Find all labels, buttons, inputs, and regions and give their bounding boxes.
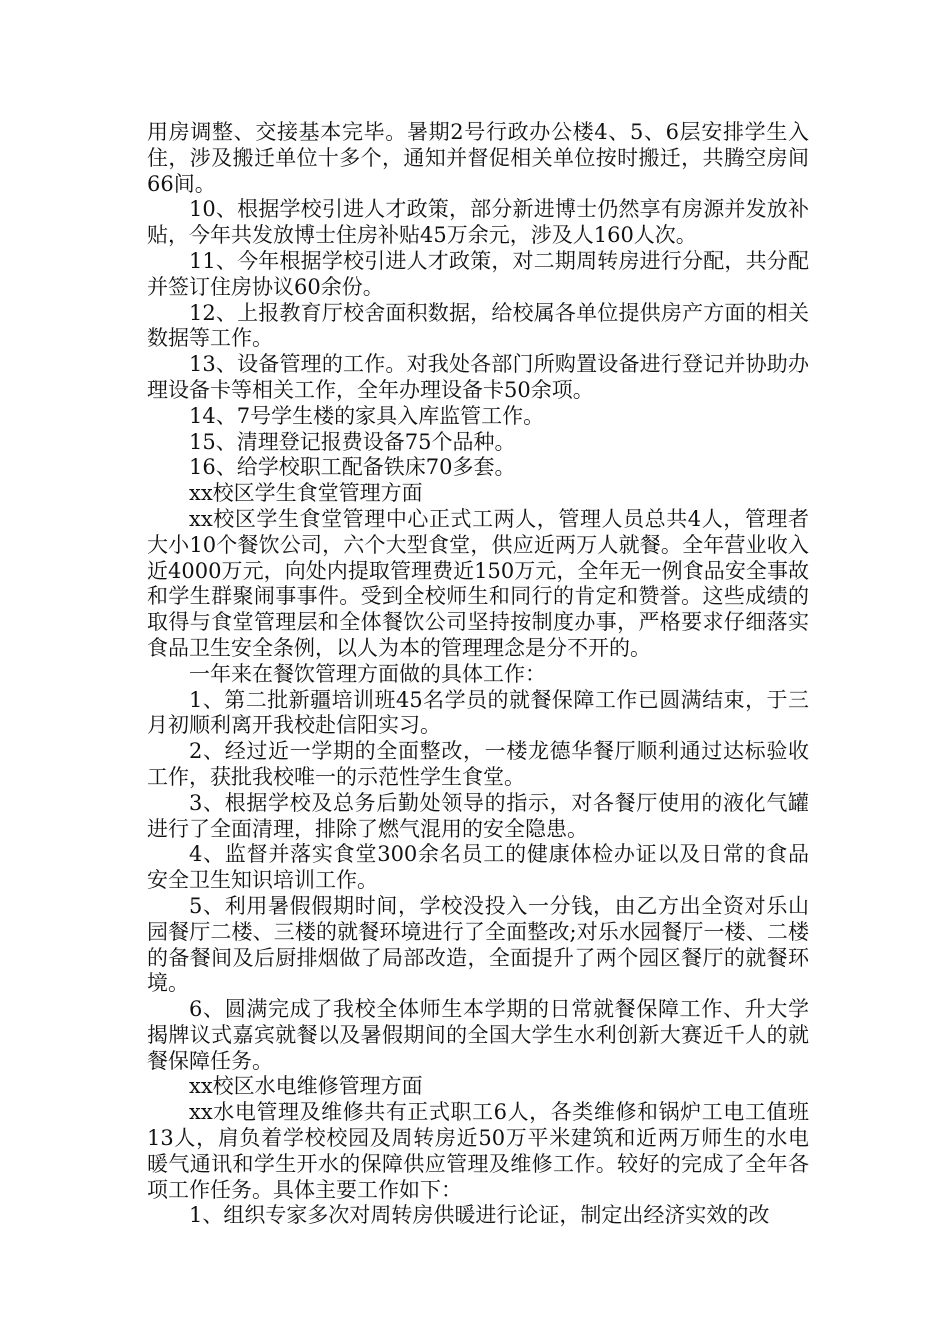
document-body <box>147 120 809 1229</box>
paragraph-canteen-item-5: 5、利用暑假假期时间，学校没投入一分钱，由乙方出全资对乐山园餐厅二楼、三楼的就餐环境进行了全面整改;对乐水园餐厅一楼、二楼的备餐间及后厨排烟做了局部改造，全面提升了两个园区餐厅的就餐环境。 <box>147 893 809 996</box>
section-heading-canteen: xx校区学生食堂管理方面 <box>189 481 423 506</box>
paragraph-utilities-overview: xx水电管理及维修共有正式职工6人，各类维修和锅炉工电工值班13人，肩负着学校校园及周转房近50万平米建筑和近两万师生的水电暖气通讯和学生开水的保障供应管理及维修工作。较好的完成了全年各项工作任务。具体主要工作如下： <box>147 1100 809 1202</box>
paragraph-item-16: 16、给学校职工配备铁床70多套。 <box>189 455 516 480</box>
paragraph-canteen-item-6: 6、圆满完成了我校全体师生本学期的日常就餐保障工作、升大学揭牌议式嘉宾就餐以及暑假期间的全国大学生水利创新大赛近千人的就餐保障任务。 <box>147 997 809 1073</box>
paragraph-item-13: 13、设备管理的工作。对我处各部门所购置设备进行登记并协助办理设备卡等相关工作，全年办理设备卡50余项。 <box>147 352 809 402</box>
paragraph-continuation: 用房调整、交接基本完毕。暑期2号行政办公楼4、5、6层安排学生入住，涉及搬迁单位十多个，通知并督促相关单位按时搬迁，共腾空房间66间。 <box>147 120 809 196</box>
paragraph-canteen-item-1: 1、第二批新疆培训班45名学员的就餐保障工作已圆满结束，于三月初顺利离开我校赴信阳实习。 <box>147 687 809 738</box>
paragraph-item-14: 14、7号学生楼的家具入库监管工作。 <box>189 403 545 428</box>
paragraph-item-15: 15、清理登记报费设备75个品种。 <box>189 429 516 454</box>
paragraph-canteen-item-2: 2、经过近一学期的全面整改，一楼龙德华餐厅顺利通过达标验收工作，获批我校唯一的示范性学生食堂。 <box>147 739 809 789</box>
paragraph-item-11: 11、今年根据学校引进人才政策，对二期周转房进行分配，共分配并签订住房协议60余份。 <box>147 248 809 299</box>
section-heading-utilities: xx校区水电维修管理方面 <box>189 1074 423 1099</box>
paragraph-canteen-item-3: 3、根据学校及总务后勤处领导的指示，对各餐厅使用的液化气罐进行了全面清理，排除了燃气混用的安全隐患。 <box>147 790 809 841</box>
paragraph-utilities-item-1: 1、组织专家多次对周转房供暖进行论证，制定出经济实效的改 <box>189 1203 770 1228</box>
paragraph-item-12: 12、上报教育厅校舍面积数据，给校属各单位提供房产方面的相关数据等工作。 <box>147 300 809 351</box>
paragraph-canteen-overview: xx校区学生食堂管理中心正式工两人，管理人员总共4人，管理者大小10个餐饮公司，六个大型食堂，供应近两万人就餐。全年营业收入近4000万元，向处内提取管理费近150万元，全年无一例食品安全事故和学生群聚闹事事件。受到全校师生和同行的肯定和赞誉。这些成绩的取得与食堂管理层和全体餐饮公司坚持按制度办事，严格要求仔细落实食品卫生安全条例，以人为本的管理理念是分不开的。 <box>147 506 809 660</box>
paragraph-item-10: 10、根据学校引进人才政策，部分新进博士仍然享有房源并发放补贴，今年共发放博士住房补贴45万余元，涉及人160人次。 <box>147 197 809 248</box>
paragraph-canteen-intro: 一年来在餐饮管理方面做的具体工作： <box>189 661 546 686</box>
paragraph-canteen-item-4: 4、监督并落实食堂300余名员工的健康体检办证以及日常的食品安全卫生知识培训工作。 <box>147 842 809 893</box>
